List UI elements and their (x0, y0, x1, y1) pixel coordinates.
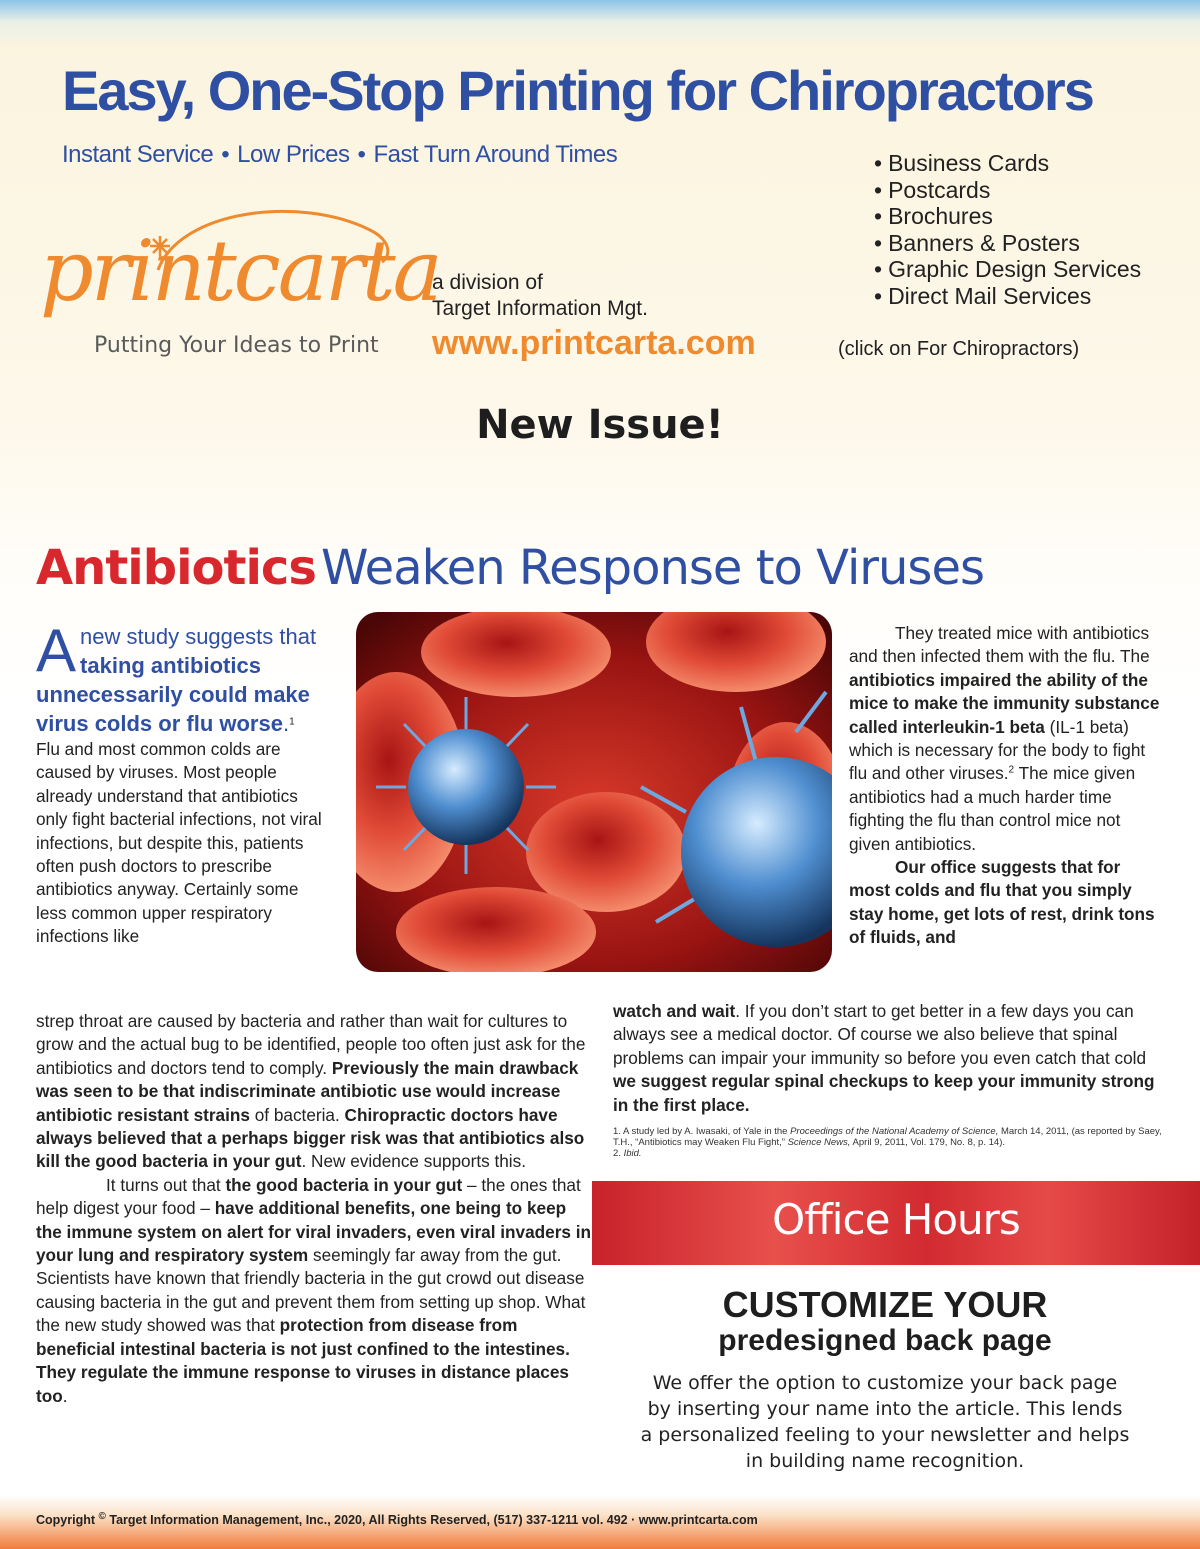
virus-blood-cells-photo (356, 612, 832, 972)
printcarta-logo[interactable] (40, 200, 440, 370)
service-item: • Graphic Design Services (874, 256, 1141, 283)
office-hours-banner (592, 1181, 1200, 1265)
new-issue-heading: New Issue! (476, 402, 724, 448)
paragraph-text: (IL-1 beta) which is necessary for the body to fight flu and other viruses. (849, 716, 1146, 784)
paragraph-text: . (62, 1385, 68, 1406)
website-note: (click on For Chiropractors) (838, 338, 1080, 360)
service-item: • Business Cards (874, 150, 1141, 177)
emphasis-text: protection from disease from beneficial intestinal bacteria is not just confined to the intestines. They regulate the immune response to viruses in distance places too (36, 1315, 570, 1406)
division-line: Target Information Mgt. (432, 297, 648, 320)
emphasis-text: Previously the main drawback was seen to be that indiscriminate antibiotic use would increase antibiotic resistant strains (36, 1057, 579, 1125)
division-line: a division of (432, 271, 543, 294)
tagline (62, 141, 617, 169)
tagline-item: Instant Service (62, 141, 214, 168)
service-item: • Postcards (874, 177, 1141, 204)
paragraph-text: The mice given antibiotics had a much harder time fighting the flu than control mice not given antibiotics. (849, 763, 1136, 854)
division-note (432, 270, 648, 322)
emphasis-text: watch and wait (613, 1001, 736, 1021)
emphasis-text: have additional benefits, one being to keep the immune system on alert for viral invaders, even viral invaders in your lung and respiratory system (36, 1198, 591, 1266)
website-link[interactable]: www.printcarta.com (432, 324, 756, 362)
drop-cap: A (36, 617, 77, 684)
article-title (36, 540, 984, 596)
footnotes (613, 1126, 1173, 1159)
tagline-item: Low Prices (237, 141, 350, 168)
copyright-line: Copyright © Target Information Management, Inc., 2020, All Rights Reserved, (517) 337-1211 vol. 492 · www.printcarta.com (36, 1510, 758, 1527)
emphasis-text: Chiropractic doctors have always believed that a perhaps bigger risk was that antibiotics also kill the good bacteria in your gut (36, 1104, 585, 1172)
footnote-item: 2. Ibid. (613, 1148, 642, 1159)
paragraph-text: seemingly far away from the gut. Scientists have known that friendly bacteria in the gut crowd out disease causing bacteria in the gut and prevent them from setting up shop. What the new study showed was that (36, 1245, 586, 1336)
footnote-ref: 2 (1008, 764, 1015, 776)
service-item: • Direct Mail Services (874, 283, 1141, 310)
footnote-ref: 1 (289, 716, 295, 728)
services-list (874, 150, 1141, 309)
paragraph-text: – the ones that help digest your food – (36, 1174, 581, 1219)
paragraph-text: of bacteria. (254, 1104, 340, 1125)
emphasis-text: antibiotics impaired the ability of the mice to make the immunity substance called interleukin-1 beta (849, 669, 1160, 737)
paragraph-text: . If you don’t start to get better in a few days you can always see a medical doctor. Of course we also believe that spinal problems can impair your immunity so before you even catch that cold (613, 1001, 1147, 1068)
paragraph-text: strep throat are caused by bacteria and rather than wait for cultures to grow and the actual bug to be identified, people too often just ask for the antibiotics and doctors tend to comply. (36, 1011, 586, 1078)
service-item: • Banners & Posters (874, 230, 1141, 257)
tagline-item: Fast Turn Around Times (373, 141, 618, 168)
customize-body: We offer the option to customize your back page by inserting your name into the article. This lends a personalized feeling to your newsletter and helps in building name recognition. (640, 1372, 1130, 1472)
paragraph-text: They treated mice with antibiotics and then infected them with the flu. The (849, 623, 1150, 667)
article-right-column (849, 622, 1161, 950)
lead-text: new study suggests that (80, 624, 317, 649)
copyright-mark: © (98, 1510, 106, 1522)
customize-subtitle: predesigned back page (718, 1324, 1052, 1357)
emphasis-text: we suggest regular spinal checkups to keep your immunity strong in the first place. (613, 1071, 1155, 1115)
paragraph-text: Flu and most common colds are caused by viruses. Most people already understand that antibiotics only fight bacterial infections, not viral infections, but despite this, patients often push doctors to prescribe antibiotics anyway. Certainly some less common upper respiratory infections like (36, 739, 322, 947)
emphasis-text: Our office suggests that for most colds and flu that you simply stay home, get lots of rest, drink tons of fluids, and (849, 857, 1155, 948)
customize-title: CUSTOMIZE YOUR (722, 1284, 1048, 1325)
headline: Easy, One-Stop Printing for Chiropractors (62, 59, 1093, 122)
logo-wordmark: printcarta (40, 222, 440, 320)
office-hours-heading: Office Hours (772, 1195, 1020, 1244)
lead-highlight: taking antibiotics unnecessarily could make virus colds or flu worse (36, 653, 310, 736)
article-right-body (613, 1000, 1173, 1117)
service-item: • Brochures (874, 203, 1141, 230)
footnote-item: 1. A study led by A. Iwasaki, of Yale in the Proceedings of the National Academy of Science, March 14, 2011, (as reported by Saey, T.H., “Antibiotics may Weaken Flu Fight,” Science News, April 9, 2011, Vol. 179, No. 8, p. 14). (613, 1126, 1162, 1148)
paragraph-text: It turns out that (106, 1174, 221, 1195)
article-title-keyword: Antibiotics (36, 540, 316, 596)
paragraph-text: . New evidence supports this. (301, 1151, 526, 1172)
bullet-separator: • (357, 141, 366, 168)
emphasis-text: the good bacteria in your gut (225, 1174, 463, 1195)
bullet-separator: • (221, 141, 230, 168)
article-title-rest: Weaken Response to Viruses (321, 540, 984, 596)
article-lead-column: A new study suggests that taking antibiotics unnecessarily could make virus colds or flu worse.$^1$ Flu and most common colds are caused by viruses. Most people already understand that antibiotics only fight bacterial infections, not viral infections, but despite this, patients often push doctors to prescribe antibiotics anyway. Certainly some less common upper respiratory infections like (36, 617, 322, 947)
logo-tagline: Putting Your Ideas to Print (94, 333, 379, 358)
article-left-body (36, 1010, 596, 1408)
blood-cells-virus-illustration-icon (356, 612, 832, 972)
